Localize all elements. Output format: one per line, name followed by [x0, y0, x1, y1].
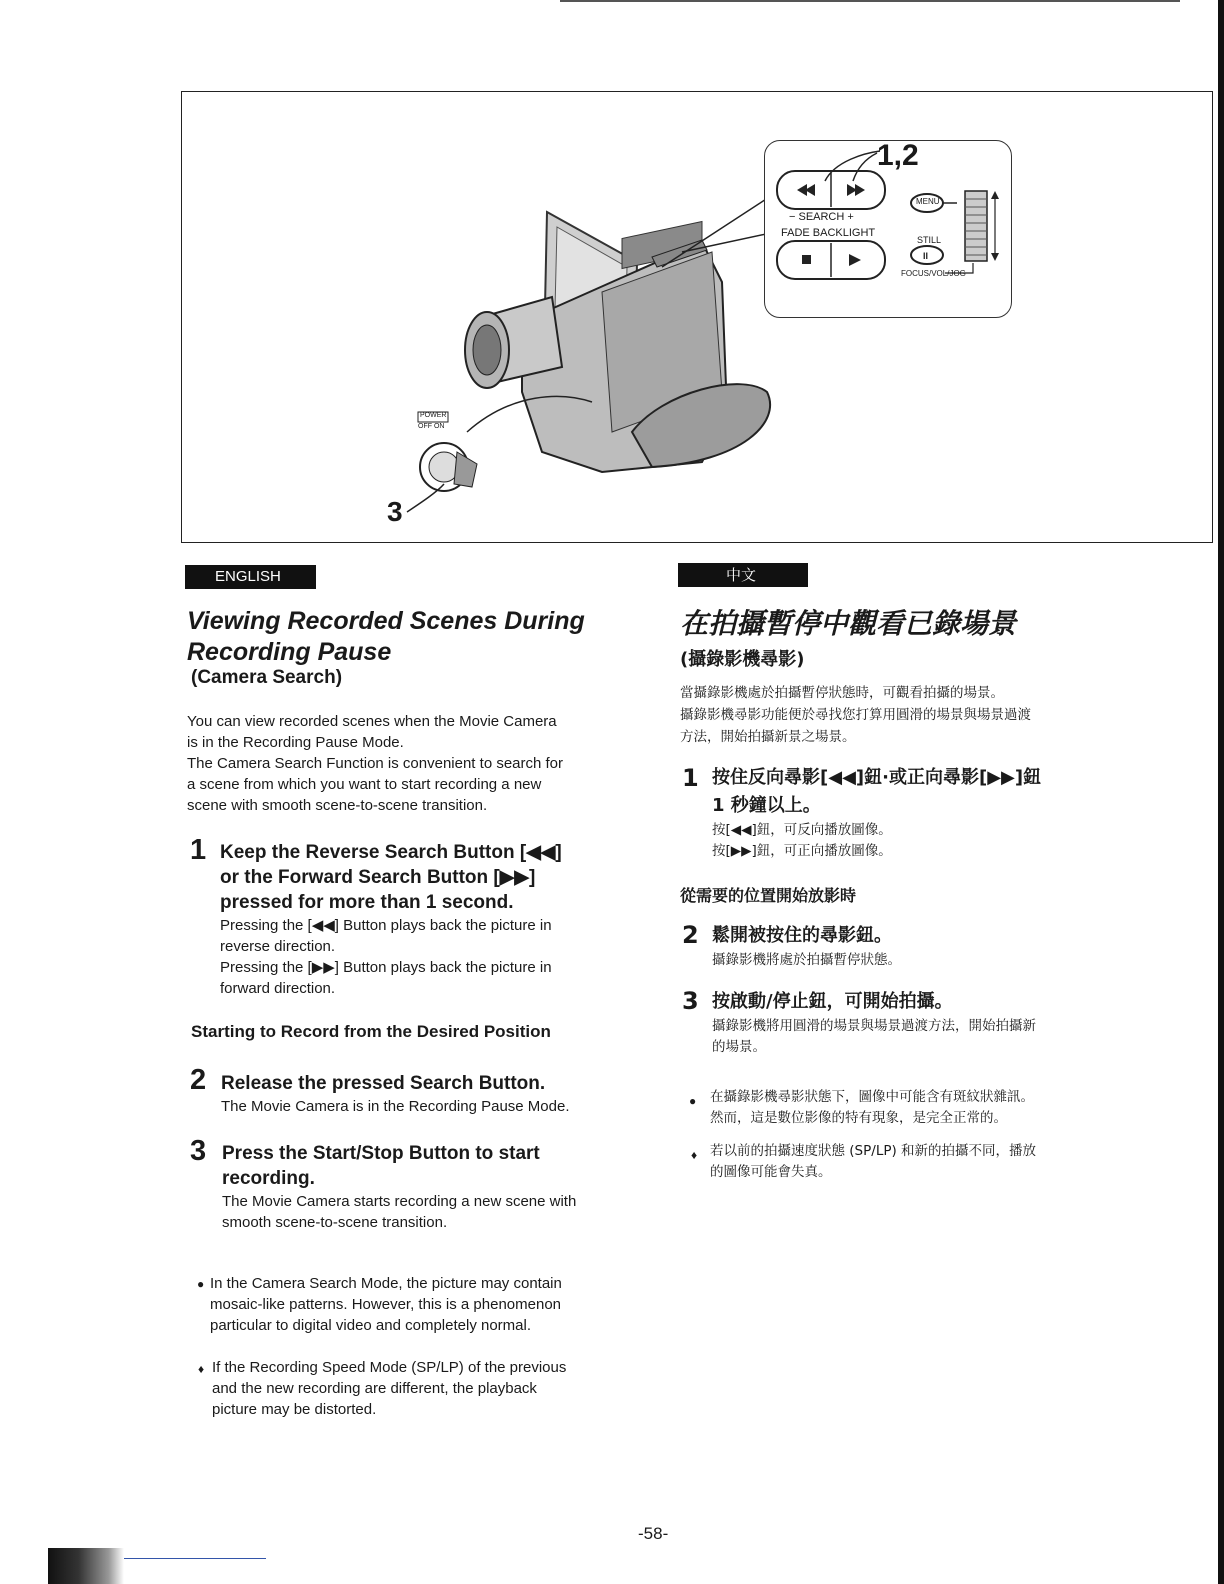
scan-top-line — [560, 0, 1180, 2]
fade-backlight-label: FADE BACKLIGHT — [781, 227, 876, 239]
chinese-note-1-bullet: ● — [689, 1094, 697, 1108]
chinese-step-2-number: 2 — [682, 921, 699, 949]
english-tag — [185, 565, 316, 589]
focus-jog-label: FOCUS/VOL/JOG — [901, 269, 966, 278]
step-3-desc: smooth scene-to-scene transition. — [222, 1214, 448, 1231]
english-intro — [187, 711, 627, 816]
step-3-heading: recording. — [222, 1168, 315, 1189]
camcorder-illustration — [181, 91, 1213, 543]
english-note-1-bullet: ● — [197, 1277, 205, 1291]
step-1-heading: pressed for more than 1 second. — [220, 892, 514, 913]
step-1-desc: forward direction. — [220, 980, 336, 997]
chinese-step-3 — [712, 988, 1132, 1058]
english-tag-label: ENGLISH — [215, 568, 281, 585]
note-line: 若以前的拍攝速度狀態 (SP/LP) 和新的拍攝不同，播放 — [710, 1143, 1037, 1159]
callout-3: 3 — [387, 496, 403, 527]
english-title-line2: Recording Pause — [187, 638, 392, 666]
english-step-1-number: 1 — [190, 834, 207, 866]
note-line: 在攝錄影機尋影狀態下，圖像中可能含有斑紋狀雜訊。 — [710, 1089, 1034, 1105]
button-inset — [764, 140, 1012, 318]
step-2-heading: Release the pressed Search Button. — [221, 1073, 546, 1094]
step-1-heading: 按住反向尋影[◀◀]鈕·或正向尋影[▶▶]鈕 — [712, 767, 1042, 788]
english-step-2 — [221, 1071, 621, 1117]
step-2-desc: 攝錄影機將處於拍攝暫停狀態。 — [712, 952, 901, 968]
step-1-desc: 按[◀◀]鈕，可反向播放圖像。 — [712, 822, 892, 838]
chinese-step-1 — [712, 764, 1132, 862]
chinese-step-3-number: 3 — [682, 987, 699, 1015]
step-2-heading: 鬆開被按住的尋影鈕。 — [712, 925, 892, 946]
step-1-desc: 按[▶▶]鈕，可正向播放圖像。 — [712, 843, 892, 859]
english-section-heading: Starting to Record from the Desired Position — [191, 1022, 551, 1041]
step-3-heading: 按啟動/停止鈕，可開始拍攝。 — [712, 991, 953, 1012]
camcorder-drawing — [182, 92, 1212, 542]
page-number: -58- — [638, 1524, 669, 1543]
search-button-label: − SEARCH + — [789, 211, 854, 223]
english-step-1 — [220, 840, 620, 999]
note-line: particular to digital video and completely normal. — [210, 1317, 531, 1334]
intro-line: a scene from which you want to start recording a new — [187, 776, 542, 793]
step-3-desc: The Movie Camera starts recording a new scene with — [222, 1193, 577, 1210]
step-1-desc: reverse direction. — [220, 938, 336, 955]
note-line: If the Recording Speed Mode (SP/LP) of the previous — [212, 1359, 567, 1376]
intro-line: The Camera Search Function is convenient to search for — [187, 755, 564, 772]
step-1-heading: 1 秒鐘以上。 — [712, 795, 821, 816]
scan-edge — [1218, 0, 1224, 1584]
english-step-3-number: 3 — [190, 1135, 207, 1167]
english-note-1 — [210, 1273, 630, 1336]
intro-line: 方法，開始拍攝新景之場景。 — [680, 729, 856, 745]
intro-line: is in the Recording Pause Mode. — [187, 734, 404, 751]
note-line: 然而，這是數位影像的特有現象，是完全正常的。 — [710, 1110, 1007, 1126]
note-line: 的圖像可能會失真。 — [710, 1164, 832, 1180]
english-title-line1: Viewing Recorded Scenes During — [187, 607, 585, 635]
chinese-intro — [680, 682, 1120, 748]
english-note-2 — [212, 1357, 632, 1420]
step-2-desc: The Movie Camera is in the Recording Pause Mode. — [221, 1098, 570, 1115]
chinese-tag — [678, 563, 808, 587]
chinese-step-2 — [712, 922, 1132, 971]
step-1-heading: Keep the Reverse Search Button [◀◀] — [220, 842, 562, 863]
english-step-3 — [222, 1141, 642, 1233]
callout-1-2: 1,2 — [877, 139, 919, 172]
menu-button-label: MENU — [916, 197, 940, 206]
svg-text:II: II — [923, 251, 929, 261]
note-line: picture may be distorted. — [212, 1401, 377, 1418]
note-line: In the Camera Search Mode, the picture may contain — [210, 1275, 562, 1292]
scan-corner-mark — [48, 1548, 124, 1584]
intro-line: scene with smooth scene-to-scene transition. — [187, 797, 488, 814]
chinese-title: 在拍攝暫停中觀看已錄場景 — [680, 607, 1017, 640]
step-3-desc: 的場景。 — [712, 1039, 766, 1055]
english-note-2-bullet: ♦ — [198, 1362, 205, 1376]
chinese-section-heading: 從需要的位置開始放影時 — [680, 886, 857, 905]
note-line: mosaic-like patterns. However, this is a phenomenon — [210, 1296, 562, 1313]
chinese-step-1-number: 1 — [682, 764, 699, 792]
chinese-subtitle: (攝錄影機尋影) — [680, 649, 805, 670]
english-subtitle: (Camera Search) — [191, 667, 343, 688]
note-line: and the new recording are different, the playback — [212, 1380, 537, 1397]
step-1-desc: Pressing the [◀◀] Button plays back the picture in — [220, 917, 552, 934]
step-3-heading: Press the Start/Stop Button to start — [222, 1143, 540, 1164]
intro-line: You can view recorded scenes when the Movie Camera — [187, 713, 557, 730]
chinese-note-2 — [710, 1141, 1130, 1183]
step-3-desc: 攝錄影機將用圓滑的場景與場景過渡方法，開始拍攝新 — [712, 1018, 1036, 1034]
chinese-note-2-bullet: ♦ — [691, 1148, 698, 1162]
power-switch-label: POWER — [420, 412, 447, 419]
intro-line: 當攝錄影機處於拍攝暫停狀態時，可觀看拍攝的場景。 — [680, 685, 1004, 701]
power-off-on-label: OFF ON — [418, 423, 445, 430]
english-step-2-number: 2 — [190, 1064, 207, 1096]
intro-line: 攝錄影機尋影功能便於尋找您打算用圓滑的場景與場景過渡 — [680, 707, 1031, 723]
step-1-desc: Pressing the [▶▶] Button plays back the picture in — [220, 959, 552, 976]
step-1-heading: or the Forward Search Button [▶▶] — [220, 867, 536, 888]
chinese-note-1 — [710, 1087, 1130, 1129]
chinese-tag-label: 中文 — [726, 566, 757, 584]
still-button-label: STILL — [917, 235, 942, 245]
footer-rule — [124, 1558, 266, 1559]
